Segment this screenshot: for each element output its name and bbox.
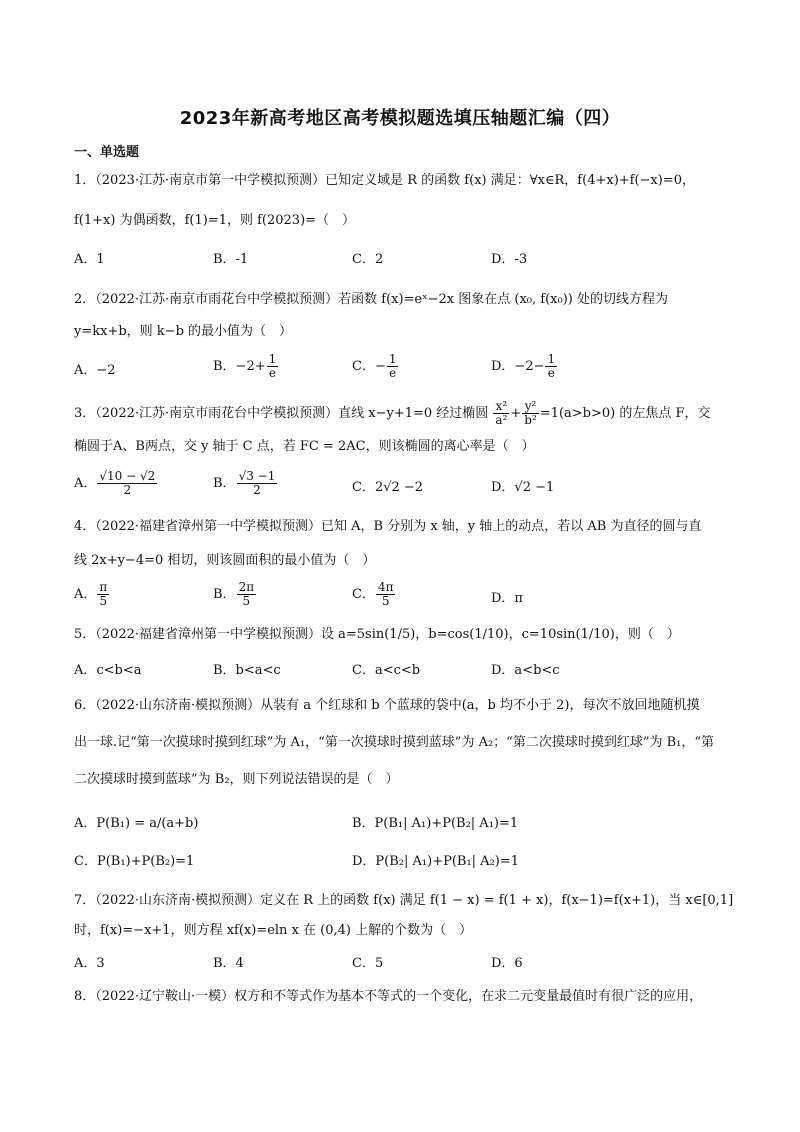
fraction: [97, 581, 109, 608]
question-4-option-b: [213, 581, 257, 608]
option-d-prefix: D．−2−: [491, 359, 545, 374]
fraction: [237, 470, 278, 497]
fraction: [267, 353, 279, 380]
option-a-prefix: A．: [74, 476, 97, 491]
question-2-line-2: y=kx+b，则 k−b 的最小值为（ ）: [74, 324, 293, 339]
question-6-line-3: 二次摸球时摸到蓝球”为 B₂，则下列说法错误的是（ ）: [74, 772, 399, 787]
question-7-line-1: 7．（2022·山东济南·模拟预测）定义在 R 上的函数 f(x) 满足 f(1 − x) = f(1 + x)，f(x−1)=f(x+1)，当 x∈[0,1]: [74, 893, 734, 908]
b-squared: b²: [524, 413, 537, 427]
question-4-option-d: D．π: [491, 591, 523, 606]
question-6-line-1: 6．（2022·山东济南·模拟预测）从装有 a 个红球和 b 个蓝球的袋中(a，b 均不小于 2)，每次不放回地随机摸: [74, 698, 700, 713]
section-heading: 一、单选题: [74, 145, 140, 160]
fraction-numerator: 1: [547, 352, 556, 366]
fraction: [97, 470, 157, 497]
fraction: [387, 353, 399, 380]
fraction: [376, 581, 396, 608]
fraction-denominator: 5: [242, 594, 251, 608]
question-5-option-c: C．a<c<b: [352, 663, 421, 678]
question-7-option-b: B．4: [213, 956, 244, 971]
question-1-option-c: C．2: [352, 252, 384, 267]
question-4-line-1: 4．（2022·福建省漳州第一中学模拟预测）已知 A，B 分别为 x 轴，y 轴上的动点，若以 AB 为直径的圆与直: [74, 519, 702, 534]
question-2-option-a: A．−2: [74, 363, 116, 378]
option-b-prefix: B．: [213, 476, 236, 491]
question-1-line-2: f(1+x) 为偶函数，f(1)=1，则 f(2023)=（ ）: [74, 213, 356, 228]
option-b-prefix: B．: [213, 587, 236, 602]
question-5-option-b: B．b<a<c: [213, 663, 281, 678]
ellipse-y-term: [522, 400, 539, 427]
fraction-numerator: 1: [268, 352, 277, 366]
fraction-denominator: e: [547, 366, 555, 380]
question-7-option-a: A．3: [74, 956, 105, 971]
fraction-numerator: √3 −1: [238, 469, 276, 483]
question-3-option-d: D．√2 −1: [491, 480, 555, 495]
question-3-line-2: 椭圆于A、B两点，交 y 轴于 C 点，若 FC = 2AC，则该椭圆的离心率是（ ）: [74, 439, 535, 454]
question-3-line-1: 3．（2022·江苏·南京市雨花台中学模拟预测）直线 x−y+1=0 经过椭圆 $\frac{\text{x²}}{\text{a²}}$ + $\frac{\text{y²}}{\text{b²}}$ =1(a>b>0) 的左焦点 F，交: [74, 399, 711, 427]
question-1-option-b: B．-1: [213, 252, 249, 267]
ellipse-x-term: [493, 400, 509, 427]
question-6-option-c: C．P(B₁)+P(B₂)=1: [74, 854, 195, 869]
question-6-option-a: A．P(B₁) = a/(a+b): [74, 816, 199, 831]
fraction-numerator: π: [99, 580, 108, 594]
question-6-option-b: B．P(B₁| A₁)+P(B₂| A₁)=1: [352, 816, 519, 831]
fraction-denominator: 5: [99, 594, 108, 608]
fraction: [545, 353, 557, 380]
question-5-option-a: A．c<b<a: [74, 663, 142, 678]
question-7-line-2: 时，f(x)=−x+1，则方程 xf(x)=eln x 在 (0,4) 上解的个数为（ ）: [74, 923, 473, 938]
question-4-option-c: [352, 581, 396, 608]
fraction-denominator: 2: [253, 483, 261, 497]
fraction-denominator: 5: [381, 594, 390, 608]
fraction-numerator: 2π: [238, 580, 255, 594]
y-squared: y²: [522, 400, 539, 414]
option-b-prefix: B．−2+: [213, 359, 266, 374]
question-2-option-d: [491, 353, 558, 380]
question-2-option-c: [352, 353, 399, 380]
fraction-denominator: 2: [123, 483, 132, 497]
question-3-option-b: [213, 470, 278, 497]
question-3-option-a: [74, 470, 158, 497]
question-3-option-c: C．2√2 −2: [352, 480, 424, 495]
fraction: [237, 581, 257, 608]
option-c-prefix: C．: [352, 587, 375, 602]
question-4-line-2: 线 2x+y−4=0 相切，则该圆面积的最小值为（ ）: [74, 553, 376, 568]
fraction-numerator: 4π: [377, 580, 394, 594]
question-1-option-a: A．1: [74, 252, 105, 267]
x-squared: x²: [493, 400, 509, 414]
a-squared: a²: [495, 413, 508, 427]
question-1-line-1: 1．（2023·江苏·南京市第一中学模拟预测）已知定义域是 R 的函数 f(x) 满足：∀x∈R，f(4+x)+f(−x)=0，: [74, 173, 695, 188]
question-6-line-2: 出一球.记“第一次摸球时摸到红球”为 A₁，“第一次摸球时摸到蓝球”为 A₂；“第二次摸球时摸到红球”为 B₁，“第: [74, 735, 715, 750]
question-7-option-d: D．6: [491, 956, 523, 971]
fraction-denominator: e: [389, 366, 397, 380]
question-5-option-d: D．a<b<c: [491, 663, 560, 678]
line-text-a: 3．（2022·江苏·南京市雨花台中学模拟预测）直线 x−y+1=0 经过椭圆: [74, 406, 489, 421]
page-title: 2023年新高考地区高考模拟题选填压轴题汇编（四）: [179, 108, 621, 129]
question-1-option-d: D．-3: [491, 252, 528, 267]
question-7-option-c: C．5: [352, 956, 384, 971]
question-4-option-a: [74, 581, 110, 608]
fraction-numerator: 1: [388, 352, 397, 366]
question-2-option-b: [213, 353, 279, 380]
question-8-line-1: 8．（2022·辽宁鞍山·一模）权方和不等式作为基本不等式的一个变化，在求二元变量最值时有很广泛的应用，: [74, 989, 703, 1004]
question-6-option-d: D．P(B₂| A₁)+P(B₁| A₂)=1: [352, 854, 520, 869]
question-2-line-1: 2．（2022·江苏·南京市雨花台中学模拟预测）若函数 f(x)=eˣ−2x 图象在点 (x₀, f(x₀)) 处的切线方程为: [74, 292, 668, 307]
question-5-line-1: 5．（2022·福建省漳州第一中学模拟预测）设 a=5sin(1/5)，b=cos(1/10)，c=10sin(1/10)，则（ ）: [74, 627, 680, 642]
fraction-numerator: √10 − √2: [99, 469, 156, 483]
fraction-denominator: e: [268, 366, 276, 380]
option-c-prefix: C．−: [352, 359, 386, 374]
option-a-prefix: A．: [74, 587, 97, 602]
line-text-b: =1(a>b>0) 的左焦点 F，交: [539, 406, 711, 421]
